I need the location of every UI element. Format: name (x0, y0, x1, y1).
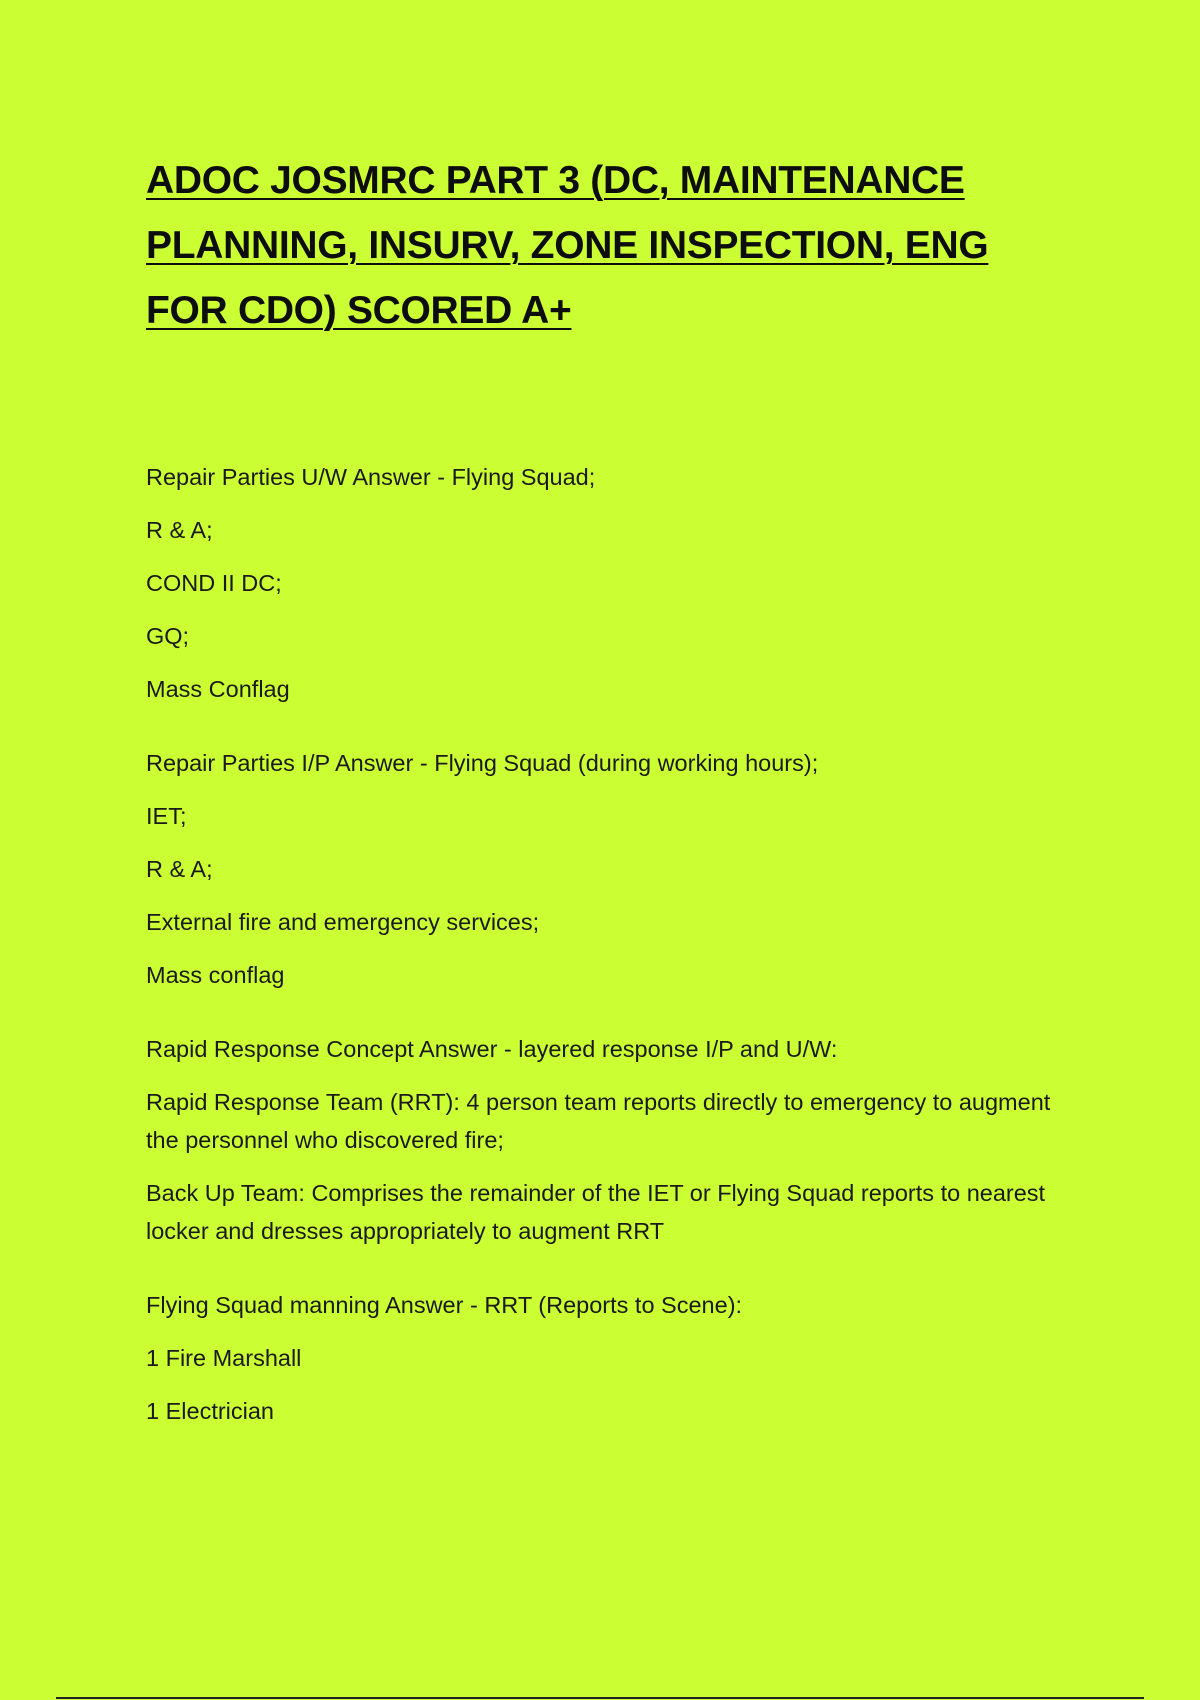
answer-line: Back Up Team: Comprises the remainder of the IET or Flying Squad reports to nearest locker and dresses appropriately to augment RRT (146, 1180, 1046, 1244)
answer-line: Mass Conflag (146, 676, 290, 702)
answer-line: GQ; (146, 623, 190, 649)
answer-line: 1 Fire Marshall (146, 1345, 302, 1371)
answer-line: IET; (146, 803, 187, 829)
qa-block-flying-squad-manning (146, 1286, 1066, 1430)
question-line: Flying Squad manning Answer - RRT (Reports to Scene): (146, 1292, 743, 1318)
qa-block-repair-parties-uw (146, 458, 1066, 708)
question-line: Repair Parties U/W Answer - Flying Squad; (146, 464, 596, 490)
question-line: Repair Parties I/P Answer - Flying Squad (during working hours); (146, 750, 819, 776)
answer-line: COND II DC; (146, 570, 282, 596)
answer-line: R & A; (146, 856, 213, 882)
page-bottom-divider (56, 1697, 1144, 1699)
document-title: ADOC JOSMRC PART 3 (DC, MAINTENANCE PLANNING, INSURV, ZONE INSPECTION, ENG FOR CDO) SCORED A+ (146, 159, 989, 332)
answer-line: R & A; (146, 517, 213, 543)
answer-line: External fire and emergency services; (146, 909, 540, 935)
question-line: Rapid Response Concept Answer - layered response I/P and U/W: (146, 1036, 838, 1062)
qa-block-rapid-response-concept (146, 1030, 1066, 1250)
document-body (146, 458, 1066, 1466)
answer-line: 1 Electrician (146, 1398, 274, 1424)
answer-line: Mass conflag (146, 962, 285, 988)
answer-line: Rapid Response Team (RRT): 4 person team reports directly to emergency to augment the personnel who discovered fire; (146, 1089, 1051, 1153)
qa-block-repair-parties-ip (146, 744, 1066, 994)
